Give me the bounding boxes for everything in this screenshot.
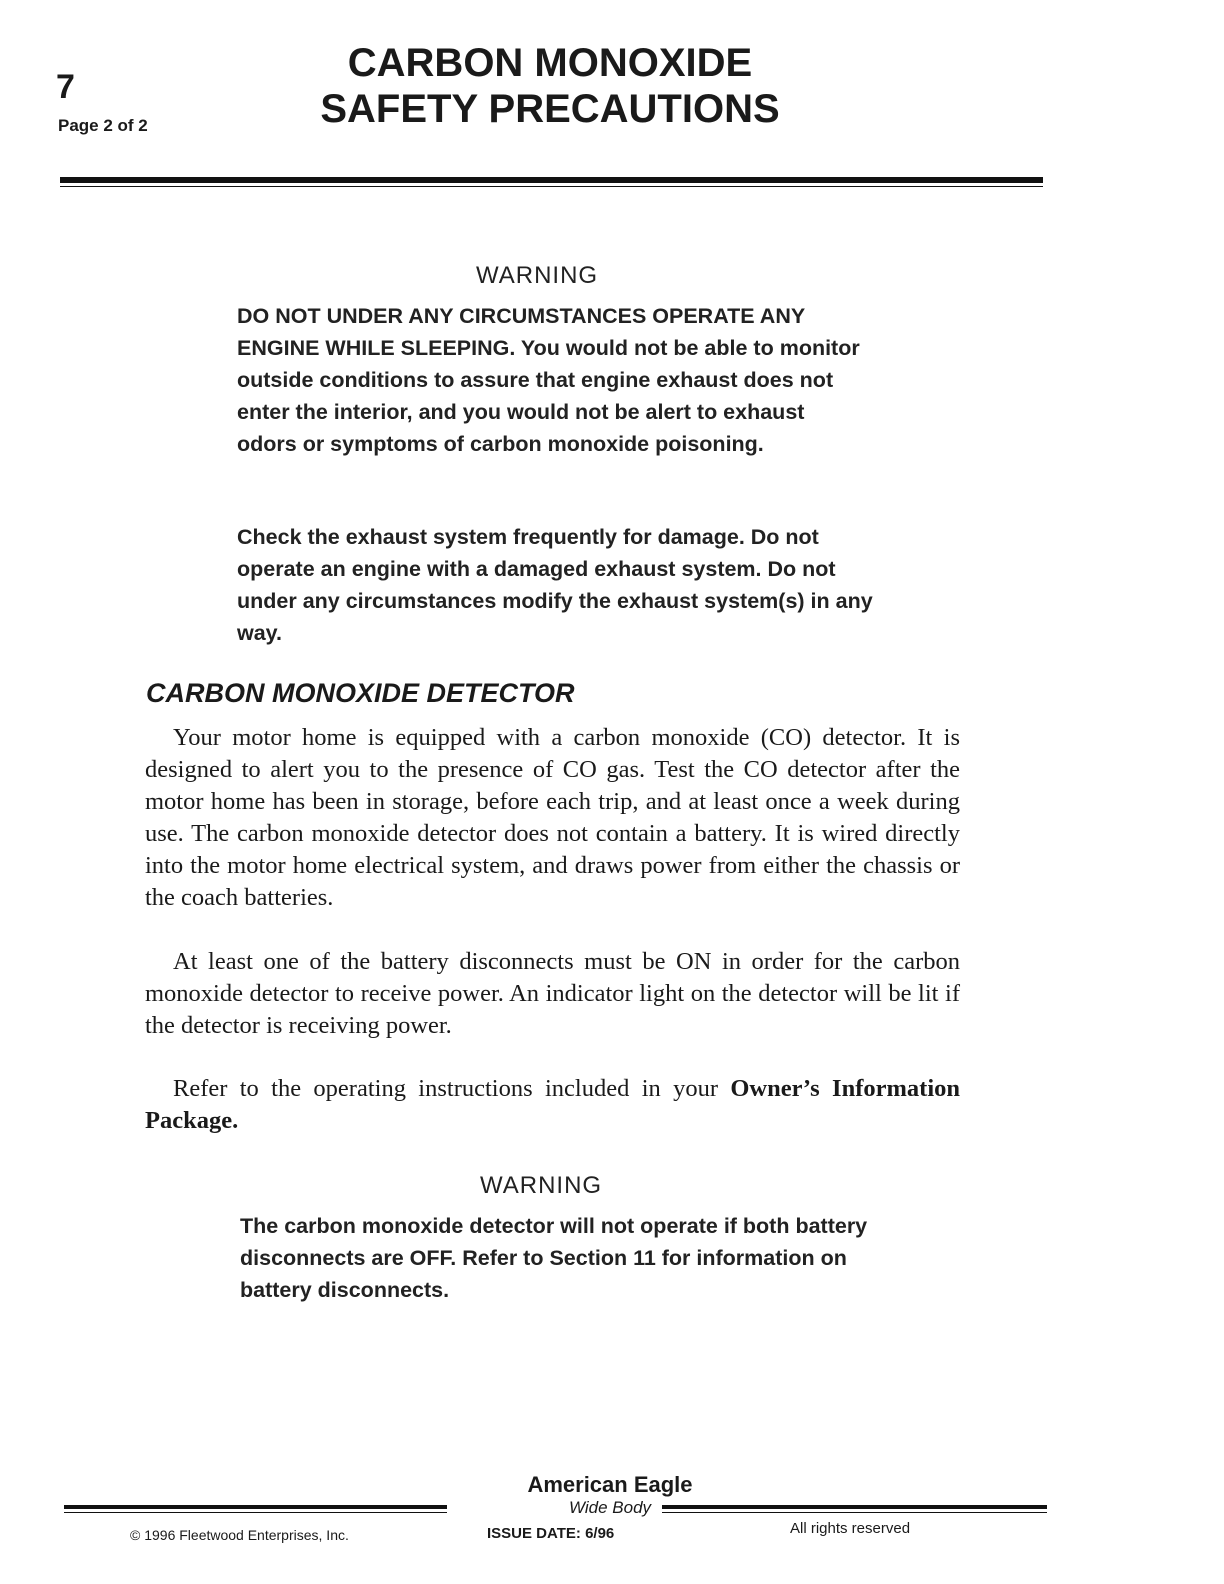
- detector-paragraph-3: [145, 1073, 960, 1137]
- owners-info-package-ref: Owner’s Information Package.: [145, 1075, 961, 1134]
- footer-copyright: © 1996 Fleetwood Enterprises, Inc.: [130, 1527, 349, 1543]
- footer-divider-left-thin: [64, 1512, 447, 1513]
- detector-paragraph-2: [145, 946, 960, 1042]
- warning-1-paragraph-2: [237, 521, 877, 649]
- footer-rights: All rights reserved: [790, 1520, 911, 1537]
- warning-1-text-1: DO NOT UNDER ANY CIRCUMSTANCES OPERATE ANY ENGINE WHILE SLEEPING. You would not be able to monitor outside conditions to assure that engine exhaust does not enter the interior, and you would not be alert to exhaust odors or symptoms of carbon monoxide poisoning.: [237, 304, 860, 456]
- section-number: 7: [56, 68, 75, 106]
- page-indicator: Page 2 of 2: [58, 116, 148, 135]
- warning-2-text-1: The carbon monoxide detector will not operate if both battery disconnects are OFF. Refer to Section 11 for information on battery disconnects.: [240, 1214, 868, 1302]
- footer-brand: American Eagle: [527, 1472, 693, 1497]
- detector-paragraph-1: [145, 722, 960, 914]
- title-line-1: CARBON MONOXIDE: [347, 41, 753, 85]
- footer-divider-right-thin: [662, 1512, 1047, 1513]
- warning-1-paragraph-1: [237, 300, 867, 460]
- detector-text-3-prefix: Refer to the operating instructions included in your: [173, 1075, 731, 1102]
- footer-divider-right: [662, 1505, 1047, 1509]
- detector-text-3: [145, 1073, 960, 1137]
- footer-issue-date: ISSUE DATE: 6/96: [487, 1525, 615, 1542]
- warning-heading-2: WARNING: [480, 1172, 603, 1199]
- detector-text-2: At least one of the battery disconnects must be ON in order for the carbon monoxide detector to receive power. An indicator light on the detector will be lit if the detector is receiving power.: [145, 948, 960, 1039]
- footer-divider-left: [64, 1505, 447, 1509]
- warning-1-text-2: Check the exhaust system frequently for damage. Do not operate an engine with a damaged exhaust system. Do not under any circumstances modify the exhaust system(s) in any way.: [237, 525, 873, 645]
- page-title: [230, 40, 870, 132]
- section-heading-co-detector: CARBON MONOXIDE DETECTOR: [146, 678, 575, 708]
- header-divider-thin: [60, 186, 1043, 187]
- warning-2-paragraph-1: [240, 1210, 870, 1306]
- detector-text-1: Your motor home is equipped with a carbon monoxide (CO) detector. It is designed to alert you to the presence of CO gas. Test the CO detector after the motor home has been in storage, before each trip, and at least once a week during use. The carbon monoxide detector does not contain a battery. It is wired directly into the motor home electrical system, and draws power from either the chassis or the coach batteries.: [145, 724, 960, 911]
- footer-model: Wide Body: [568, 1498, 652, 1517]
- header-divider: [60, 177, 1043, 183]
- title-line-2: SAFETY PRECAUTIONS: [320, 87, 780, 131]
- warning-heading-1: WARNING: [476, 262, 599, 289]
